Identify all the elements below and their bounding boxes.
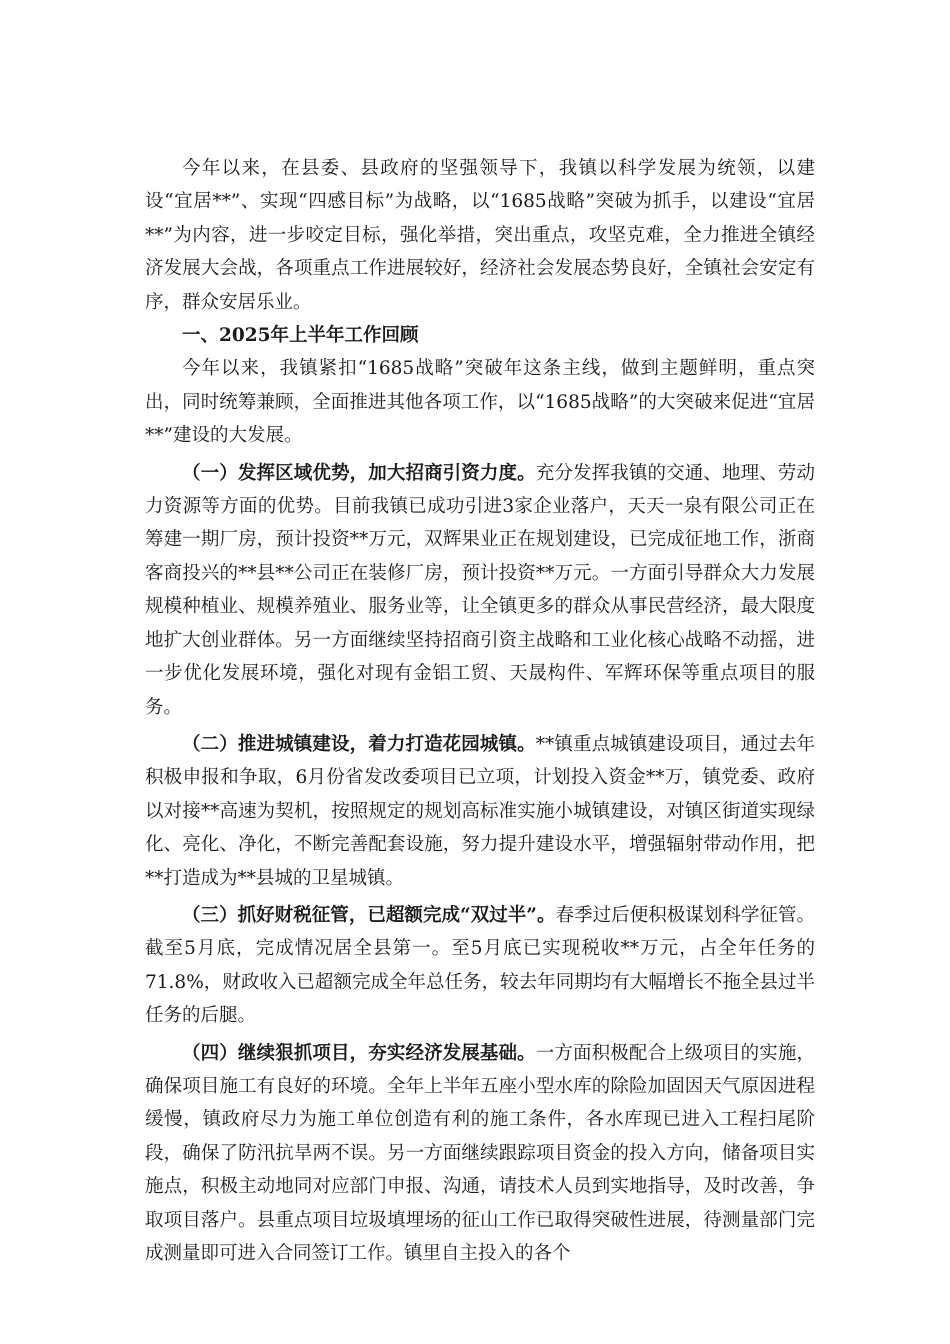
document-page xyxy=(145,152,815,1270)
item-paragraph-3 xyxy=(145,899,815,1033)
item-heading-3: （三）抓好财税征管，已超额完成“双过半”。 xyxy=(182,904,556,926)
section-intro-paragraph: 今年以来，我镇紧扣“1685战略”突破年这条主线，做到主题鲜明，重点突出，同时统筹兼顾，全面推进其他各项工作，以“1685战略”的大突破来促进“宜居**”建设的大发展。 xyxy=(145,358,815,447)
section-heading: 一、2025年上半年工作回顾 xyxy=(182,325,419,347)
item-heading-4: （四）继续狠抓项目，夯实经济发展基础。 xyxy=(182,1042,536,1064)
intro-paragraph: 今年以来，在县委、县政府的坚强领导下，我镇以科学发展为统领，以建设“宜居**”、实现“四感目标”为战略，以“1685战略”突破为抓手，以建设“宜居**”为内容，进一步咬定目标，强化举措，突出重点，攻坚克难，全力推进全镇经济发展大会战，各项重点工作进展较好，经济社会发展态势良好，全镇社会安定有序，群众安居乐业。 xyxy=(145,158,815,313)
item-body-3: 春季过后便积极谋划科学征管。截至5月底，完成情况居全县第一。至5月底已实现税收**万元，占全年任务的71.8%，财政收入已超额完成全年总任务，较去年同期均有大幅增长不拖全县过半任务的后腿。 xyxy=(145,904,815,1027)
item-heading-2: （二）推进城镇建设，着力打造花园城镇。 xyxy=(182,733,536,755)
item-paragraph-4 xyxy=(145,1037,815,1271)
item-heading-1: （一）发挥区域优势，加大招商引资力度。 xyxy=(182,462,536,484)
item-body-1: 充分发挥我镇的交通、地理、劳动力资源等方面的优势。目前我镇已成功引进3家企业落户，天天一泉有限公司正在筹建一期厂房，预计投资**万元，双辉果业正在规划建设，已完成征地工作，浙商客商投兴的**县**公司正在装修厂房，预计投资**万元。一方面引导群众大力发展规模种植业、规模养殖业、服务业等，让全镇更多的群众从事民营经济，最大限度地扩大创业群体。另一方面继续坚持招商引资主战略和工业化核心战略不动摇，进一步优化发展环境，强化对现有金铝工贸、天晟构件、军辉环保等重点项目的服务。 xyxy=(145,462,815,718)
item-paragraph-2 xyxy=(145,728,815,895)
item-body-4: 一方面积极配合上级项目的实施，确保项目施工有良好的环境。全年上半年五座小型水库的除险加固因天气原因进程缓慢，镇政府尽力为施工单位创造有利的施工条件，各水库现已进入工程扫尾阶段，确保了防汛抗旱两不误。另一方面继续跟踪项目资金的投入方向，储备项目实施点，积极主动地同对应部门申报、沟通，请技术人员到实地指导，及时改善，争取项目落户。县重点项目垃圾填埋场的征山工作已取得突破性进展，待测量部门完成测量即可进入合同签订工作。镇里自主投入的各个 xyxy=(145,1042,815,1264)
item-paragraph-1 xyxy=(145,457,815,724)
item-body-2: **镇重点城镇建设项目，通过去年积极申报和争取，6月份省发改委项目已立项，计划投入资金**万，镇党委、政府以对接**高速为契机，按照规定的规划高标准实施小城镇建设，对镇区街道实现绿化、亮化、净化，不断完善配套设施，努力提升建设水平，增强辐射带动作用，把**打造成为**县城的卫星城镇。 xyxy=(145,733,815,889)
